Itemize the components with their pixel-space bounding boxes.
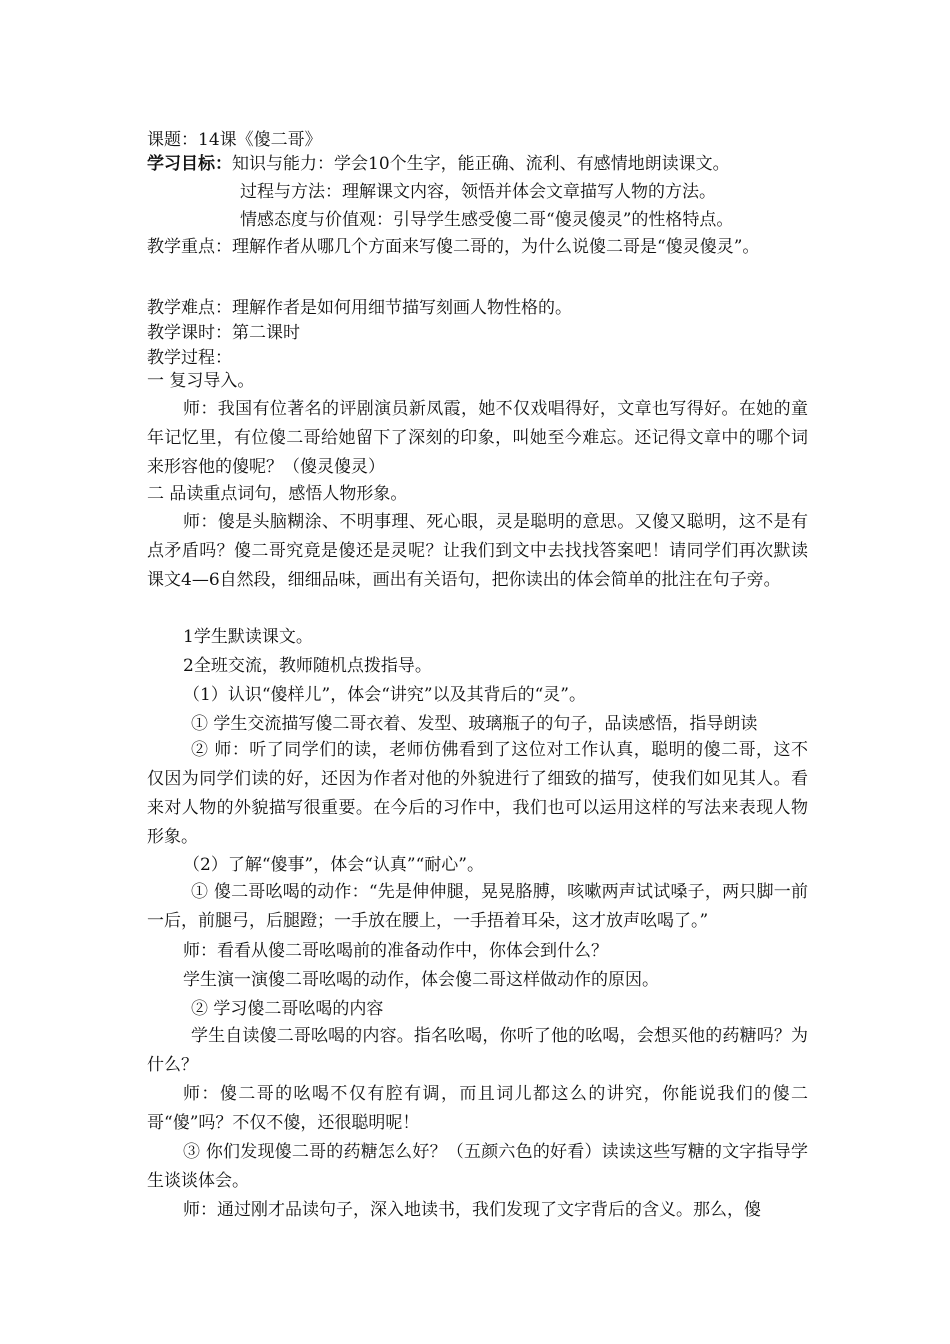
subsection-2-item-1: ① 傻二哥吆喝的动作：“先是伸伸腿，晃晃胳膊，咳嗽两声试试嗓子，两只脚一前一后，前腿弓，后腿蹬；一手放在腰上，一手捂着耳朵，这才放声吆喝了。”: [147, 882, 808, 931]
lesson-title: 课题：14课《傻二哥》: [147, 130, 322, 150]
section-2-heading: 二 品读重点词句，感悟人物形象。: [147, 484, 408, 504]
teaching-process: 教学过程：: [147, 348, 232, 368]
subsection-1-item-2: ② 师：听了同学们的读，老师仿佛看到了这位对工作认真，聪明的傻二哥，这不仅因为同学们读的好，还因为作者对他的外貌进行了细致的描写，使我们如见其人。看来对人物的外貌描写很重要。在今后的习作中，我们也可以运用这样的写法来表现人物形象。: [147, 740, 808, 847]
closing-paragraph: 师：通过刚才品读句子，深入地读书，我们发现了文字背后的含义。那么，傻: [183, 1200, 761, 1220]
teaching-key-points: 教学重点：理解作者从哪几个方面来写傻二哥的，为什么说傻二哥是“傻灵傻灵”。: [147, 237, 760, 257]
goal-process: 过程与方法：理解课文内容，领悟并体会文章描写人物的方法。: [240, 182, 716, 202]
subsection-2-reading: 学生自读傻二哥吆喝的内容。指名吆喝，你听了他的吆喝，会想买他的药糖吗？为什么？: [147, 1026, 808, 1075]
goal-emotion: 情感态度与价值观：引导学生感受傻二哥“傻灵傻灵”的性格特点。: [240, 210, 734, 230]
subsection-2-activity: 学生演一演傻二哥吆喝的动作，体会傻二哥这样做动作的原因。: [183, 970, 659, 990]
subsection-2: （2）了解“傻事”，体会“认真”“耐心”。: [183, 855, 484, 875]
subsection-2-question: 师：看看从傻二哥吆喝前的准备动作中，你体会到什么？: [183, 941, 608, 961]
subsection-2-item-2: ② 学习傻二哥吆喝的内容: [191, 999, 384, 1019]
section-1-heading: 一 复习导入。: [147, 371, 255, 391]
section-2-paragraph: 师：傻是头脑糊涂、不明事理、死心眼，灵是聪明的意思。又傻又聪明，这不是有点矛盾吗？傻二哥究竟是傻还是灵呢？让我们到文中去找找答案吧！请同学们再次默读课文4—6自然段，细细品味，画出有关语句，把你读出的体会简单的批注在句子旁。: [147, 512, 808, 590]
goal-label: 学习目标：: [147, 154, 232, 174]
step-1: 1学生默读课文。: [183, 627, 313, 647]
goal-knowledge: 知识与能力：学会10个生字，能正确、流利、有感情地朗读课文。: [232, 154, 730, 174]
subsection-1-item-1: ① 学生交流描写傻二哥衣着、发型、玻璃瓶子的句子，品读感悟，指导朗读: [191, 714, 758, 734]
section-1-paragraph: 师：我国有位著名的评剧演员新凤霞，她不仅戏唱得好，文章也写得好。在她的童年记忆里，有位傻二哥给她留下了深刻的印象，叫她至今难忘。还记得文章中的哪个词来形容他的傻呢？（傻灵傻灵）: [147, 399, 808, 477]
step-2: 2全班交流，教师随机点拨指导。: [183, 656, 432, 676]
subsection-1: （1）认识“傻样儿”，体会“讲究”以及其背后的“灵”。: [183, 685, 586, 705]
subsection-2-item-3: ③ 你们发现傻二哥的药糖怎么好？（五颜六色的好看）读读这些写糖的文字指导学生谈谈体会。: [147, 1142, 808, 1191]
teaching-period: 教学课时：第二课时: [147, 323, 300, 343]
subsection-2-teacher-note: 师：傻二哥的吆喝不仅有腔有调，而且词儿都这么的讲究，你能说我们的傻二哥“傻”吗？不仅不傻，还很聪明呢！: [147, 1084, 808, 1133]
teaching-difficulty: 教学难点：理解作者是如何用细节描写刻画人物性格的。: [147, 298, 572, 318]
